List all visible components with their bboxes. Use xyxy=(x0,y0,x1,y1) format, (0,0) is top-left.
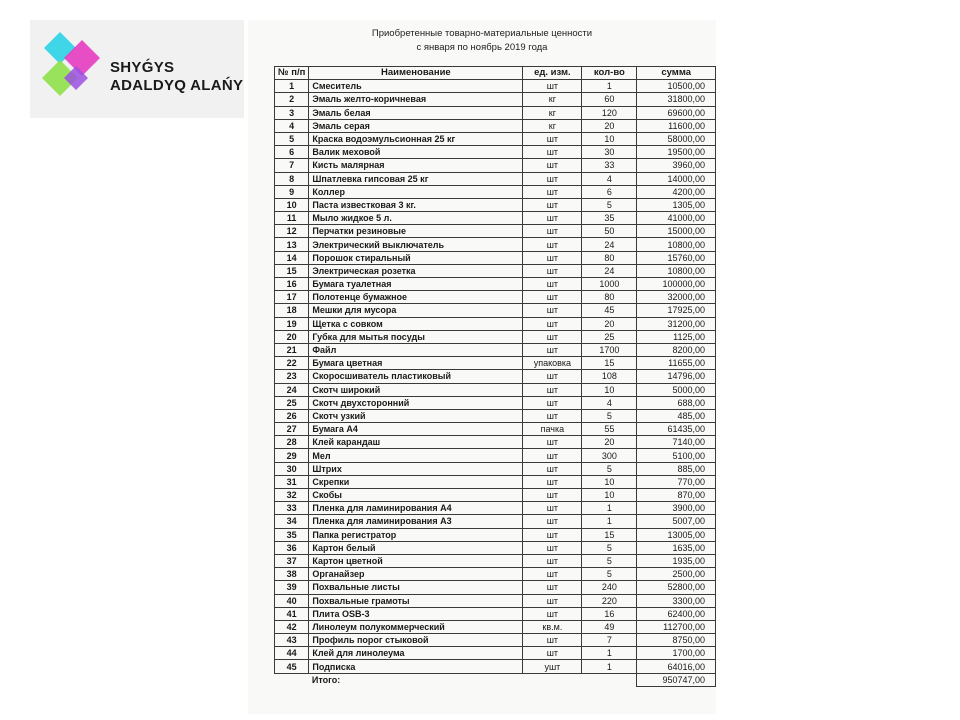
cell-sum: 14000,00 xyxy=(637,172,716,185)
cell-sum: 41000,00 xyxy=(637,212,716,225)
table-row xyxy=(275,198,716,211)
cell-unit: шт xyxy=(523,330,582,343)
cell-num: 19 xyxy=(275,317,309,330)
cell-unit: кв.м. xyxy=(523,620,582,633)
cell-unit: шт xyxy=(523,172,582,185)
cell-qty: 55 xyxy=(582,423,637,436)
cell-sum: 770,00 xyxy=(637,475,716,488)
logo-text-line2: ADALDYQ ALAŃY xyxy=(110,77,244,94)
cell-num: 32 xyxy=(275,489,309,502)
cell-unit: шт xyxy=(523,304,582,317)
cell-num: 30 xyxy=(275,462,309,475)
cell-sum: 1305,00 xyxy=(637,198,716,211)
cell-sum: 4200,00 xyxy=(637,185,716,198)
cell-qty: 1 xyxy=(582,502,637,515)
cell-name: Клей карандаш xyxy=(309,436,523,449)
cell-num: 37 xyxy=(275,554,309,567)
cell-num: 33 xyxy=(275,502,309,515)
cell-unit: шт xyxy=(523,396,582,409)
cell-name: Щетка с совком xyxy=(309,317,523,330)
cell-sum: 3900,00 xyxy=(637,502,716,515)
cell-qty: 1 xyxy=(582,660,637,673)
cell-name: Бумага цветная xyxy=(309,357,523,370)
cell-qty: 300 xyxy=(582,449,637,462)
cell-sum: 10800,00 xyxy=(637,264,716,277)
table-row xyxy=(275,146,716,159)
cell-num: 23 xyxy=(275,370,309,383)
total-sum: 950747,00 xyxy=(637,673,716,686)
cell-name: Мел xyxy=(309,449,523,462)
cell-sum: 112700,00 xyxy=(637,620,716,633)
cell-unit: шт xyxy=(523,475,582,488)
cell-qty: 80 xyxy=(582,251,637,264)
scanned-document xyxy=(248,20,716,714)
table-row xyxy=(275,291,716,304)
cell-name: Картон цветной xyxy=(309,554,523,567)
cell-qty: 10 xyxy=(582,475,637,488)
cell-name: Валик меховой xyxy=(309,146,523,159)
cell-name: Похвальные грамоты xyxy=(309,594,523,607)
header-name: Наименование xyxy=(309,67,523,80)
cell-qty: 4 xyxy=(582,172,637,185)
cell-sum: 2500,00 xyxy=(637,568,716,581)
cell-num: 25 xyxy=(275,396,309,409)
table-row xyxy=(275,581,716,594)
cell-num: 22 xyxy=(275,357,309,370)
cell-num: 14 xyxy=(275,251,309,264)
cell-sum: 485,00 xyxy=(637,409,716,422)
cell-sum: 8750,00 xyxy=(637,634,716,647)
cell-unit: шт xyxy=(523,515,582,528)
cell-name: Скотч широкий xyxy=(309,383,523,396)
cell-unit: ушт xyxy=(523,660,582,673)
cell-qty: 108 xyxy=(582,370,637,383)
cell-qty: 5 xyxy=(582,541,637,554)
cell-unit: шт xyxy=(523,581,582,594)
cell-unit: шт xyxy=(523,159,582,172)
cell-qty: 25 xyxy=(582,330,637,343)
cell-name: Мешки для мусора xyxy=(309,304,523,317)
cell-name: Штрих xyxy=(309,462,523,475)
table-row xyxy=(275,396,716,409)
cell-num: 41 xyxy=(275,607,309,620)
cell-num: 2 xyxy=(275,93,309,106)
cell-unit: шт xyxy=(523,568,582,581)
cell-unit: шт xyxy=(523,343,582,356)
total-label: Итого: xyxy=(311,674,341,685)
cell-name: Порошок стиральный xyxy=(309,251,523,264)
cell-num: 9 xyxy=(275,185,309,198)
table-row xyxy=(275,80,716,93)
cell-qty: 5 xyxy=(582,554,637,567)
cell-unit: шт xyxy=(523,554,582,567)
table-row xyxy=(275,212,716,225)
cell-num: 4 xyxy=(275,119,309,132)
table-row xyxy=(275,172,716,185)
cell-name: Краска водоэмульсионная 25 кг xyxy=(309,132,523,145)
cell-unit: шт xyxy=(523,383,582,396)
cell-sum: 17925,00 xyxy=(637,304,716,317)
cell-qty: 30 xyxy=(582,146,637,159)
total-spacer xyxy=(582,673,637,686)
cell-sum: 58000,00 xyxy=(637,132,716,145)
cell-num: 45 xyxy=(275,660,309,673)
cell-unit: шт xyxy=(523,541,582,554)
cell-sum: 14796,00 xyxy=(637,370,716,383)
cell-num: 31 xyxy=(275,475,309,488)
cell-qty: 1 xyxy=(582,80,637,93)
cell-name: Скобы xyxy=(309,489,523,502)
cell-qty: 24 xyxy=(582,238,637,251)
cell-name: Электрическая розетка xyxy=(309,264,523,277)
logo-text-line1: SHYǴYS xyxy=(110,59,175,76)
cell-num: 17 xyxy=(275,291,309,304)
cell-name: Скрепки xyxy=(309,475,523,488)
cell-num: 16 xyxy=(275,278,309,291)
cell-num: 8 xyxy=(275,172,309,185)
table-row xyxy=(275,357,716,370)
cell-sum: 62400,00 xyxy=(637,607,716,620)
cell-name: Бумага А4 xyxy=(309,423,523,436)
cell-name: Полотенце бумажное xyxy=(309,291,523,304)
cell-qty: 5 xyxy=(582,462,637,475)
cell-num: 39 xyxy=(275,581,309,594)
cell-unit: шт xyxy=(523,489,582,502)
cell-name: Смеситель xyxy=(309,80,523,93)
cell-qty: 220 xyxy=(582,594,637,607)
cell-sum: 32000,00 xyxy=(637,291,716,304)
purchases-table xyxy=(274,66,716,687)
cell-sum: 5100,00 xyxy=(637,449,716,462)
cell-qty: 49 xyxy=(582,620,637,633)
cell-name: Картон белый xyxy=(309,541,523,554)
table-row xyxy=(275,489,716,502)
table-row xyxy=(275,304,716,317)
cell-name: Бумага туалетная xyxy=(309,278,523,291)
header-unit: ед. изм. xyxy=(523,67,582,80)
cell-sum: 1700,00 xyxy=(637,647,716,660)
cell-name: Файл xyxy=(309,343,523,356)
table-header-row xyxy=(275,67,716,80)
cell-name: Коллер xyxy=(309,185,523,198)
cell-unit: шт xyxy=(523,212,582,225)
cell-sum: 100000,00 xyxy=(637,278,716,291)
table-row xyxy=(275,251,716,264)
cell-unit: кг xyxy=(523,106,582,119)
cell-unit: кг xyxy=(523,93,582,106)
cell-name: Губка для мытья посуды xyxy=(309,330,523,343)
cell-qty: 60 xyxy=(582,93,637,106)
cell-qty: 1 xyxy=(582,515,637,528)
cell-unit: кг xyxy=(523,119,582,132)
table-row xyxy=(275,409,716,422)
cell-num: 35 xyxy=(275,528,309,541)
table-row xyxy=(275,554,716,567)
cell-unit: шт xyxy=(523,80,582,93)
cell-unit: шт xyxy=(523,291,582,304)
cell-qty: 24 xyxy=(582,264,637,277)
cell-num: 36 xyxy=(275,541,309,554)
table-row xyxy=(275,515,716,528)
table-row xyxy=(275,647,716,660)
cell-unit: шт xyxy=(523,146,582,159)
cell-unit: шт xyxy=(523,132,582,145)
cell-num: 11 xyxy=(275,212,309,225)
cell-qty: 1700 xyxy=(582,343,637,356)
table-row xyxy=(275,225,716,238)
cell-sum: 1935,00 xyxy=(637,554,716,567)
cell-unit: шт xyxy=(523,647,582,660)
cell-qty: 35 xyxy=(582,212,637,225)
table-row xyxy=(275,119,716,132)
cell-name: Эмаль белая xyxy=(309,106,523,119)
cell-qty: 20 xyxy=(582,317,637,330)
table-row xyxy=(275,634,716,647)
cell-unit: шт xyxy=(523,251,582,264)
cell-qty: 33 xyxy=(582,159,637,172)
total-row xyxy=(275,673,716,686)
cell-qty: 15 xyxy=(582,528,637,541)
cell-unit: упаковка xyxy=(523,357,582,370)
cell-name: Кисть малярная xyxy=(309,159,523,172)
table-row xyxy=(275,607,716,620)
cell-num: 10 xyxy=(275,198,309,211)
cell-sum: 61435,00 xyxy=(637,423,716,436)
table-row xyxy=(275,370,716,383)
table-row xyxy=(275,436,716,449)
cell-qty: 10 xyxy=(582,383,637,396)
table-row xyxy=(275,238,716,251)
cell-sum: 3960,00 xyxy=(637,159,716,172)
cell-qty: 240 xyxy=(582,581,637,594)
cell-sum: 5000,00 xyxy=(637,383,716,396)
header-qty: кол-во xyxy=(582,67,637,80)
cell-qty: 50 xyxy=(582,225,637,238)
table-row xyxy=(275,462,716,475)
cell-num: 18 xyxy=(275,304,309,317)
cell-unit: шт xyxy=(523,436,582,449)
header-sum: сумма xyxy=(637,67,716,80)
cell-sum: 688,00 xyxy=(637,396,716,409)
table-row xyxy=(275,278,716,291)
table-row xyxy=(275,594,716,607)
cell-sum: 10500,00 xyxy=(637,80,716,93)
cell-num: 38 xyxy=(275,568,309,581)
logo-mark-icon xyxy=(38,30,110,110)
table-row xyxy=(275,423,716,436)
cell-num: 21 xyxy=(275,343,309,356)
table-row xyxy=(275,541,716,554)
document-title: Приобретенные товарно-материальные ценности xyxy=(371,28,593,39)
cell-sum: 8200,00 xyxy=(637,343,716,356)
cell-qty: 7 xyxy=(582,634,637,647)
cell-unit: шт xyxy=(523,462,582,475)
cell-num: 3 xyxy=(275,106,309,119)
cell-qty: 45 xyxy=(582,304,637,317)
table-row xyxy=(275,106,716,119)
cell-sum: 885,00 xyxy=(637,462,716,475)
cell-name: Эмаль серая xyxy=(309,119,523,132)
cell-qty: 120 xyxy=(582,106,637,119)
cell-qty: 16 xyxy=(582,607,637,620)
cell-name: Пленка для ламинирования А4 xyxy=(309,502,523,515)
table-row xyxy=(275,383,716,396)
cell-num: 7 xyxy=(275,159,309,172)
cell-qty: 20 xyxy=(582,436,637,449)
cell-unit: шт xyxy=(523,528,582,541)
table-row xyxy=(275,449,716,462)
cell-qty: 5 xyxy=(582,198,637,211)
cell-name: Скотч двухсторонний xyxy=(309,396,523,409)
cell-qty: 10 xyxy=(582,132,637,145)
cell-num: 26 xyxy=(275,409,309,422)
cell-sum: 52800,00 xyxy=(637,581,716,594)
cell-qty: 5 xyxy=(582,409,637,422)
table-row xyxy=(275,660,716,673)
cell-qty: 4 xyxy=(582,396,637,409)
cell-unit: шт xyxy=(523,264,582,277)
cell-qty: 5 xyxy=(582,568,637,581)
cell-num: 40 xyxy=(275,594,309,607)
cell-num: 15 xyxy=(275,264,309,277)
cell-unit: шт xyxy=(523,185,582,198)
cell-unit: шт xyxy=(523,225,582,238)
cell-unit: шт xyxy=(523,317,582,330)
cell-name: Паста известковая 3 кг. xyxy=(309,198,523,211)
cell-sum: 5007,00 xyxy=(637,515,716,528)
table-row xyxy=(275,185,716,198)
cell-name: Скоросшиватель пластиковый xyxy=(309,370,523,383)
cell-unit: шт xyxy=(523,278,582,291)
cell-name: Эмаль желто-коричневая xyxy=(309,93,523,106)
cell-name: Пленка для ламинирования А3 xyxy=(309,515,523,528)
cell-sum: 69600,00 xyxy=(637,106,716,119)
table-row xyxy=(275,330,716,343)
table-row xyxy=(275,568,716,581)
cell-sum: 10800,00 xyxy=(637,238,716,251)
cell-num: 24 xyxy=(275,383,309,396)
cell-unit: шт xyxy=(523,238,582,251)
cell-unit: шт xyxy=(523,198,582,211)
cell-sum: 870,00 xyxy=(637,489,716,502)
table-body xyxy=(275,80,716,687)
cell-name: Похвальные листы xyxy=(309,581,523,594)
cell-num: 5 xyxy=(275,132,309,145)
cell-name: Электрический выключатель xyxy=(309,238,523,251)
cell-qty: 1000 xyxy=(582,278,637,291)
table-row xyxy=(275,132,716,145)
cell-name: Перчатки резиновые xyxy=(309,225,523,238)
cell-sum: 19500,00 xyxy=(637,146,716,159)
cell-sum: 11600,00 xyxy=(637,119,716,132)
cell-name: Плита OSB-3 xyxy=(309,607,523,620)
cell-sum: 11655,00 xyxy=(637,357,716,370)
cell-num: 13 xyxy=(275,238,309,251)
table-row xyxy=(275,159,716,172)
cell-name: Клей для линолеума xyxy=(309,647,523,660)
table-row xyxy=(275,528,716,541)
cell-name: Скотч узкий xyxy=(309,409,523,422)
cell-unit: шт xyxy=(523,502,582,515)
cell-sum: 1125,00 xyxy=(637,330,716,343)
cell-unit: шт xyxy=(523,607,582,620)
cell-sum: 31200,00 xyxy=(637,317,716,330)
cell-name: Мыло жидкое 5 л. xyxy=(309,212,523,225)
table-row xyxy=(275,93,716,106)
cell-sum: 31800,00 xyxy=(637,93,716,106)
cell-sum: 64016,00 xyxy=(637,660,716,673)
table-row xyxy=(275,343,716,356)
table-row xyxy=(275,317,716,330)
cell-name: Папка регистратор xyxy=(309,528,523,541)
cell-num: 34 xyxy=(275,515,309,528)
cell-num: 42 xyxy=(275,620,309,633)
cell-num: 44 xyxy=(275,647,309,660)
cell-unit: шт xyxy=(523,634,582,647)
cell-sum: 15000,00 xyxy=(637,225,716,238)
table-row xyxy=(275,264,716,277)
table-row xyxy=(275,475,716,488)
cell-unit: шт xyxy=(523,449,582,462)
header-num: № п/п xyxy=(275,67,309,80)
total-spacer xyxy=(523,673,582,686)
cell-name: Линолеум полукоммерческий xyxy=(309,620,523,633)
cell-num: 27 xyxy=(275,423,309,436)
cell-qty: 1 xyxy=(582,647,637,660)
table-row xyxy=(275,620,716,633)
cell-unit: пачка xyxy=(523,423,582,436)
cell-qty: 6 xyxy=(582,185,637,198)
cell-name: Подписка xyxy=(309,660,523,673)
cell-sum: 1635,00 xyxy=(637,541,716,554)
cell-qty: 80 xyxy=(582,291,637,304)
cell-name: Профиль порог стыковой xyxy=(309,634,523,647)
cell-name: Шпатлевка гипсовая 25 кг xyxy=(309,172,523,185)
cell-unit: шт xyxy=(523,594,582,607)
cell-sum: 7140,00 xyxy=(637,436,716,449)
cell-qty: 20 xyxy=(582,119,637,132)
cell-sum: 15760,00 xyxy=(637,251,716,264)
cell-qty: 10 xyxy=(582,489,637,502)
cell-num: 20 xyxy=(275,330,309,343)
cell-qty: 15 xyxy=(582,357,637,370)
cell-name: Органайзер xyxy=(309,568,523,581)
cell-num: 1 xyxy=(275,80,309,93)
cell-unit: шт xyxy=(523,409,582,422)
document-subtitle: с января по ноябрь 2019 года xyxy=(416,42,548,53)
cell-num: 28 xyxy=(275,436,309,449)
logo-panel xyxy=(30,20,244,118)
cell-sum: 3300,00 xyxy=(637,594,716,607)
cell-num: 43 xyxy=(275,634,309,647)
cell-unit: шт xyxy=(523,370,582,383)
cell-sum: 13005,00 xyxy=(637,528,716,541)
cell-num: 29 xyxy=(275,449,309,462)
cell-num: 12 xyxy=(275,225,309,238)
table-row xyxy=(275,502,716,515)
cell-num: 6 xyxy=(275,146,309,159)
total-spacer xyxy=(275,673,309,686)
